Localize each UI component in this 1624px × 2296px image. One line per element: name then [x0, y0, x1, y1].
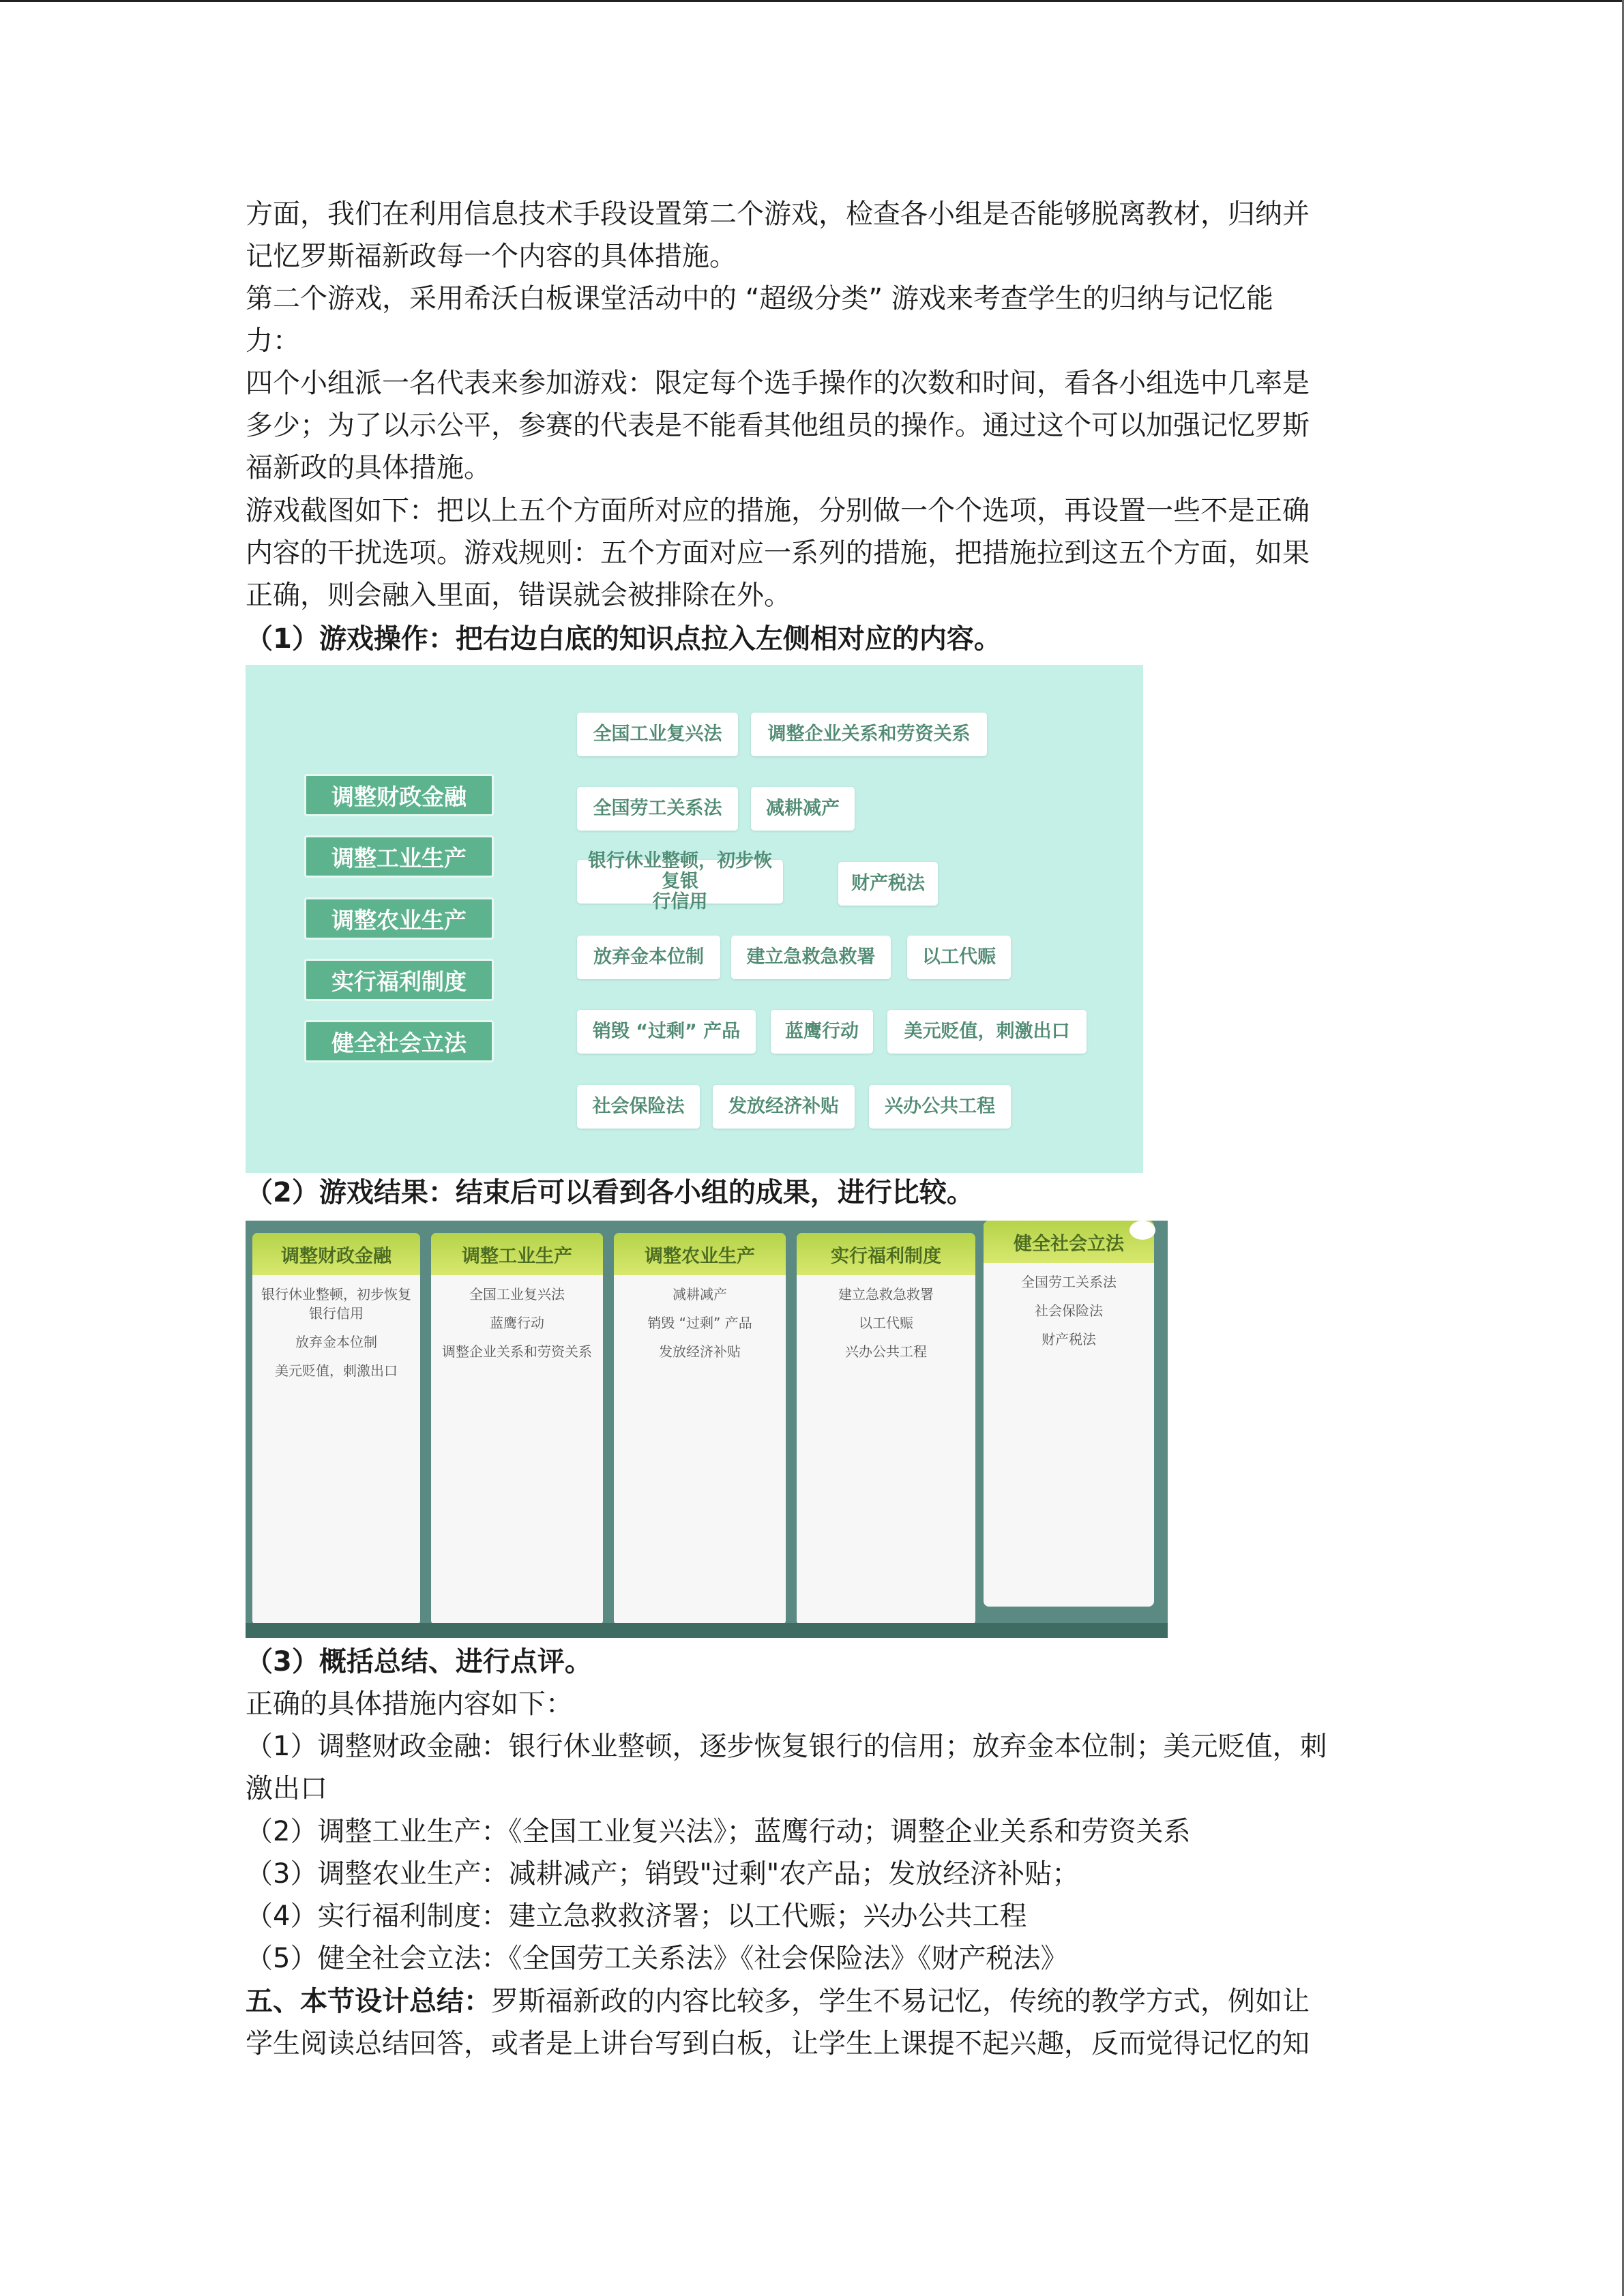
paragraph-line: 学生阅读总结回答，或者是上讲台写到白板，让学生上课提不起兴趣，反而觉得记忆的知 [246, 2028, 1310, 2059]
measure-line-industry: （2）调整工业生产：《全国工业复兴法》；蓝鹰行动；调整企业关系和劳资关系 [246, 1816, 1191, 1847]
category-legislation[interactable]: 健全社会立法 [304, 1020, 494, 1062]
result-column-title: 调整工业生产 [431, 1233, 603, 1275]
category-welfare[interactable]: 实行福利制度 [304, 959, 494, 1001]
result-item: 建立急救急救署 [838, 1286, 934, 1302]
result-item: 发放经济补贴 [659, 1343, 741, 1360]
paragraph-line: 力： [246, 325, 300, 357]
result-item: 减耕减产 [673, 1286, 727, 1302]
result-column-title: 调整农业生产 [614, 1233, 786, 1275]
result-item: 调整企业关系和劳资关系 [442, 1343, 592, 1360]
result-item: 银行休业整顿，初步恢复银行信用 [261, 1286, 411, 1322]
option-card[interactable]: 美元贬值，刺激出口 [887, 1010, 1087, 1054]
result-column [252, 1233, 420, 1626]
result-column-title: 实行福利制度 [797, 1233, 975, 1275]
result-item: 全国劳工关系法 [1021, 1274, 1117, 1290]
option-card[interactable]: 放弃金本位制 [577, 936, 720, 979]
paragraph-line: 福新政的具体措施。 [246, 452, 491, 483]
option-card[interactable]: 财产税法 [838, 862, 938, 906]
category-industry[interactable]: 调整工业生产 [304, 835, 494, 878]
option-card[interactable]: 销毁 “过剩” 产品 [577, 1010, 756, 1054]
option-card[interactable]: 兴办公共工程 [869, 1085, 1011, 1129]
paragraph-line: 正确的具体措施内容如下： [246, 1688, 573, 1720]
game-operation-screenshot [246, 665, 1143, 1173]
measure-line-welfare: （4）实行福利制度：建立急救救济署；以工代赈；兴办公共工程 [246, 1900, 1027, 1932]
result-column [797, 1233, 975, 1626]
result-column [614, 1233, 786, 1626]
option-card[interactable]: 全国工业复兴法 [577, 713, 738, 756]
result-item: 全国工业复兴法 [469, 1286, 565, 1302]
section-heading-summary: （3）概括总结、进行点评。 [246, 1646, 592, 1678]
game-results-photo [246, 1221, 1168, 1638]
result-column-title: 健全社会立法 [984, 1221, 1154, 1263]
measure-line-finance-cont: 激出口 [246, 1773, 327, 1804]
section-heading-game-results: （2）游戏结果：结束后可以看到各小组的成果，进行比较。 [246, 1177, 974, 1208]
option-card[interactable]: 蓝鹰行动 [771, 1010, 873, 1054]
option-card[interactable]: 调整企业关系和劳资关系 [751, 713, 987, 756]
section-heading-game-operation: （1）游戏操作：把右边白底的知识点拉入左侧相对应的内容。 [246, 623, 1001, 655]
paragraph-line: 记忆罗斯福新政每一个内容的具体措施。 [246, 241, 737, 272]
paragraph-line: 四个小组派一名代表来参加游戏：限定每个选手操作的次数和时间，看各小组选中几率是 [246, 368, 1310, 399]
option-card[interactable]: 建立急救急救署 [731, 936, 891, 979]
option-card[interactable]: 全国劳工关系法 [577, 787, 738, 831]
board-bottom-edge [246, 1623, 1168, 1638]
result-item: 财产税法 [1042, 1331, 1096, 1347]
result-item: 销毁 “过剩” 产品 [647, 1315, 752, 1331]
category-agriculture[interactable]: 调整农业生产 [304, 897, 494, 940]
paragraph-line: 方面，我们在利用信息技术手段设置第二个游戏，检查各小组是否能够脱离教材，归纳并 [246, 198, 1310, 230]
result-item: 兴办公共工程 [845, 1343, 927, 1360]
paragraph-line: 多少；为了以示公平，参赛的代表是不能看其他组员的操作。通过这个可以加强记忆罗斯 [246, 410, 1310, 441]
result-column [984, 1221, 1154, 1607]
result-column [431, 1233, 603, 1626]
result-column-title: 调整财政金融 [252, 1233, 420, 1275]
measure-line-legislation: （5）健全社会立法：《全国劳工关系法》《社会保险法》《财产税法》 [246, 1943, 1068, 1974]
paragraph-line: 第二个游戏，采用希沃白板课堂活动中的 “超级分类” 游戏来考查学生的归纳与记忆能 [246, 283, 1273, 314]
result-item: 美元贬值，刺激出口 [275, 1362, 398, 1379]
option-card-line: 银行休业整顿，初步恢复银 [588, 850, 772, 892]
design-summary-text: 罗斯福新政的内容比较多，学生不易记忆，传统的教学方式，例如让 [491, 1986, 1310, 2017]
option-card[interactable]: 社会保险法 [577, 1085, 700, 1129]
option-card[interactable] [577, 850, 783, 912]
option-card[interactable]: 以工代赈 [907, 936, 1011, 979]
result-item: 蓝鹰行动 [490, 1315, 544, 1331]
result-item: 以工代赈 [859, 1315, 913, 1331]
result-item: 放弃金本位制 [295, 1334, 377, 1350]
result-item: 社会保险法 [1035, 1302, 1103, 1319]
page-top-border [0, 0, 1624, 2]
measure-line-finance: （1）调整财政金融：银行休业整顿，逐步恢复银行的信用；放弃金本位制；美元贬值，刺 [246, 1731, 1327, 1762]
light-glare [1130, 1221, 1155, 1240]
paragraph-line: 内容的干扰选项。游戏规则：五个方面对应一系列的措施，把措施拉到这五个方面，如果 [246, 537, 1310, 569]
category-finance[interactable]: 调整财政金融 [304, 774, 494, 816]
paragraph-line: 游戏截图如下：把以上五个方面所对应的措施，分别做一个个选项，再设置一些不是正确 [246, 495, 1310, 526]
paragraph-line: 正确，则会融入里面，错误就会被排除在外。 [246, 580, 791, 611]
design-summary-heading: 五、本节设计总结： [246, 1986, 491, 2017]
measure-line-agriculture: （3）调整农业生产：减耕减产；销毁"过剩"农产品；发放经济补贴； [246, 1858, 1080, 1890]
option-card[interactable]: 减耕减产 [751, 787, 855, 831]
option-card-line: 行信用 [652, 891, 708, 912]
option-card[interactable]: 发放经济补贴 [713, 1085, 855, 1129]
design-summary-line [246, 1980, 1310, 2023]
